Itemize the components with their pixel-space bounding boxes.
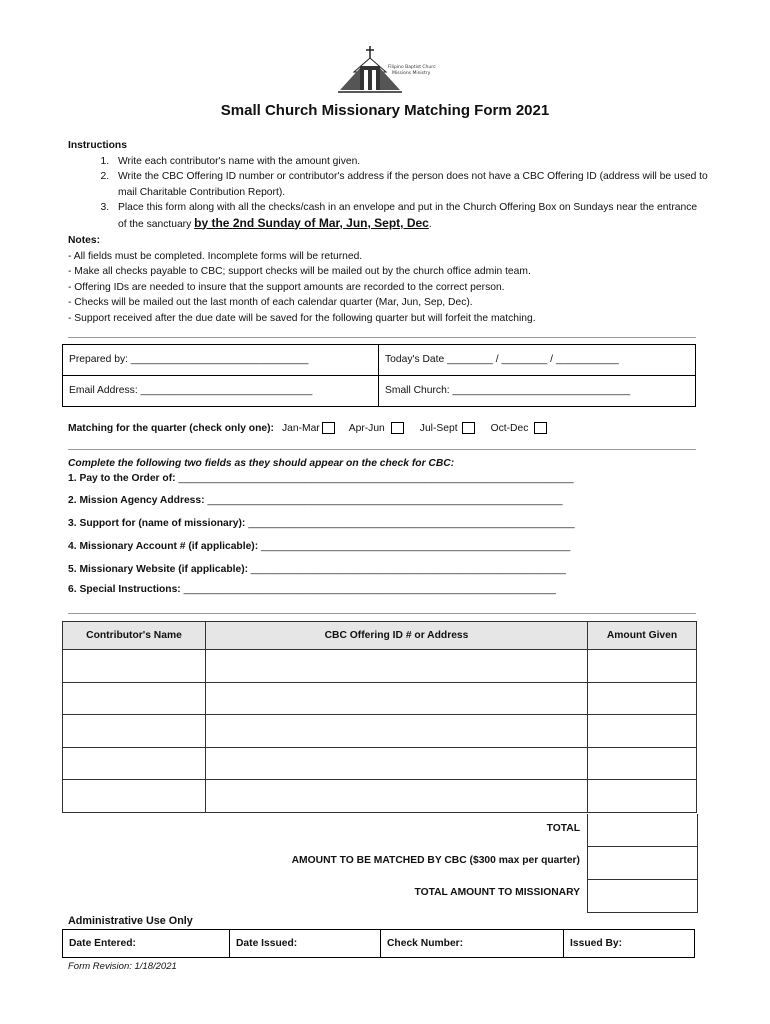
table-row — [63, 682, 697, 715]
field-label: 4. Missionary Account # (if applicable): — [68, 541, 259, 552]
issued-by-field[interactable]: Issued By: — [570, 938, 623, 949]
todays-date-field[interactable]: Today's Date ________ / ________ / ___________ — [385, 354, 619, 365]
email-address-field[interactable]: Email Address: ______________________________ — [69, 385, 313, 396]
missionary-name-field[interactable] — [68, 518, 575, 529]
quarter-selector — [68, 422, 547, 434]
quarter-option-jul-sept[interactable] — [420, 422, 475, 434]
missionary-website-field[interactable] — [68, 564, 566, 575]
checkbox[interactable] — [534, 422, 547, 434]
total-to-missionary-box[interactable] — [587, 880, 698, 913]
field-label: 3. Support for (name of missionary): — [68, 518, 246, 529]
admin-use-box — [62, 929, 695, 958]
field-label: 5. Missionary Website (if applicable): — [68, 564, 249, 575]
amount-cell[interactable] — [588, 780, 697, 813]
church-logo-icon — [336, 46, 436, 94]
check-number-field[interactable]: Check Number: — [387, 938, 464, 949]
deadline-period: . — [428, 218, 432, 230]
field-blank[interactable]: ______________________________________________________________ — [204, 495, 563, 506]
quarter-option-label: Apr-Jun — [348, 422, 385, 434]
checkbox[interactable] — [391, 422, 404, 434]
table-row — [63, 715, 697, 748]
matched-amount-label: AMOUNT TO BE MATCHED BY CBC ($300 max per quarter) — [291, 855, 580, 866]
offering-id-cell[interactable] — [206, 715, 588, 748]
instruction-text: Place this form along with all the checks/cash in an envelope and put in the Church Offering Box on Sundays near the entrance of the sanctuary — [118, 202, 698, 230]
field-label: 6. Special Instructions: — [68, 584, 181, 595]
check-fields-heading: Complete the following two fields as they should appear on the check for CBC: — [68, 458, 455, 469]
divider — [68, 337, 696, 338]
divider — [63, 375, 695, 376]
table-row — [63, 650, 697, 683]
offering-id-cell[interactable] — [206, 650, 588, 683]
quarter-label: Matching for the quarter (check only one): — [68, 422, 274, 434]
table-row — [63, 747, 697, 780]
date-entered-field[interactable]: Date Entered: — [69, 938, 136, 949]
total-label: TOTAL — [546, 823, 580, 834]
field-label: 2. Mission Agency Address: — [68, 495, 205, 506]
offering-id-cell[interactable] — [206, 682, 588, 715]
instruction-item — [112, 200, 708, 232]
field-blank[interactable]: _____________________________________________________________________ — [175, 473, 574, 484]
contributors-table — [62, 621, 697, 813]
note-item: - Support received after the due date will be saved for the following quarter but will forfeit the matching. — [68, 312, 536, 324]
svg-text:Missions Ministry: Missions Ministry — [392, 71, 431, 76]
quarter-option-jan-mar[interactable] — [282, 422, 335, 434]
name-cell[interactable] — [63, 682, 206, 715]
church-logo — [336, 46, 436, 94]
quarter-option-oct-dec[interactable] — [491, 422, 548, 434]
amount-cell[interactable] — [588, 747, 697, 780]
field-label: 1. Pay to the Order of: — [68, 473, 176, 484]
missionary-account-field[interactable] — [68, 541, 570, 552]
name-cell[interactable] — [63, 715, 206, 748]
column-header: Amount Given — [588, 622, 697, 650]
field-blank[interactable]: ______________________________________________________ — [258, 541, 571, 552]
quarter-option-label: Jul-Sept — [419, 422, 458, 434]
table-row — [63, 780, 697, 813]
special-instructions-field[interactable] — [68, 584, 556, 595]
deadline-text: by the 2nd Sunday of Mar, Jun, Sept, Dec — [194, 215, 429, 230]
field-blank[interactable]: _________________________________________________________ — [245, 518, 575, 529]
note-item: - All fields must be completed. Incomplete forms will be returned. — [68, 250, 363, 262]
notes-section — [68, 233, 708, 327]
table-header-row — [63, 622, 697, 650]
divider — [68, 613, 696, 614]
quarter-option-label: Jan-Mar — [281, 422, 320, 434]
quarter-option-apr-jun[interactable] — [349, 422, 404, 434]
amount-cell[interactable] — [588, 715, 697, 748]
instructions-heading: Instructions — [68, 140, 127, 151]
note-item: - Make all checks payable to CBC; support checks will be mailed out by the church office admin team. — [68, 266, 531, 278]
svg-text:Filipino Baptist Church: Filipino Baptist Church — [388, 65, 436, 70]
matched-amount-box[interactable] — [587, 847, 698, 880]
form-title: Small Church Missionary Matching Form 2021 — [220, 102, 550, 119]
small-church-field[interactable]: Small Church: _______________________________ — [385, 385, 631, 396]
form-revision: Form Revision: 1/18/2021 — [68, 961, 177, 972]
note-item: - Offering IDs are needed to insure that the support amounts are recorded to the correct person. — [68, 281, 505, 293]
total-to-missionary-label: TOTAL AMOUNT TO MISSIONARY — [414, 887, 580, 898]
date-issued-field[interactable]: Date Issued: — [236, 938, 298, 949]
total-amount-box[interactable] — [587, 814, 698, 847]
checkbox[interactable] — [322, 422, 335, 434]
instructions-list — [68, 154, 708, 233]
name-cell[interactable] — [63, 780, 206, 813]
instruction-item: 1. Write each contributor's name with the amount given. — [112, 154, 708, 170]
checkbox[interactable] — [462, 422, 475, 434]
offering-id-cell[interactable] — [206, 747, 588, 780]
notes-heading: Notes: — [68, 235, 101, 246]
note-item: - Checks will be mailed out the last month of each calendar quarter (Mar, Jun, Sep, Dec). — [68, 297, 473, 309]
column-header: Contributor's Name — [63, 622, 206, 650]
name-cell[interactable] — [63, 747, 206, 780]
instructions-section — [68, 138, 708, 232]
name-cell[interactable] — [63, 650, 206, 683]
instruction-item: 2. Write the CBC Offering ID number or contributor's address if the person does not have a CBC Offering ID (address will be used to mail Charitable Contribution Report). — [112, 169, 708, 200]
mission-agency-address-field[interactable] — [68, 495, 563, 506]
prepared-by-field[interactable]: Prepared by: _______________________________ — [69, 354, 309, 365]
offering-id-cell[interactable] — [206, 780, 588, 813]
field-blank[interactable]: _______________________________________________________ — [248, 564, 566, 575]
preparer-info-box — [62, 344, 696, 407]
divider — [68, 449, 696, 450]
amount-cell[interactable] — [588, 682, 697, 715]
field-blank[interactable]: _________________________________________________________________ — [180, 584, 556, 595]
column-header: CBC Offering ID # or Address — [206, 622, 588, 650]
amount-cell[interactable] — [588, 650, 697, 683]
pay-to-order-field[interactable] — [68, 473, 574, 484]
admin-section-title: Administrative Use Only — [68, 915, 193, 927]
quarter-option-label: Oct-Dec — [490, 422, 529, 434]
